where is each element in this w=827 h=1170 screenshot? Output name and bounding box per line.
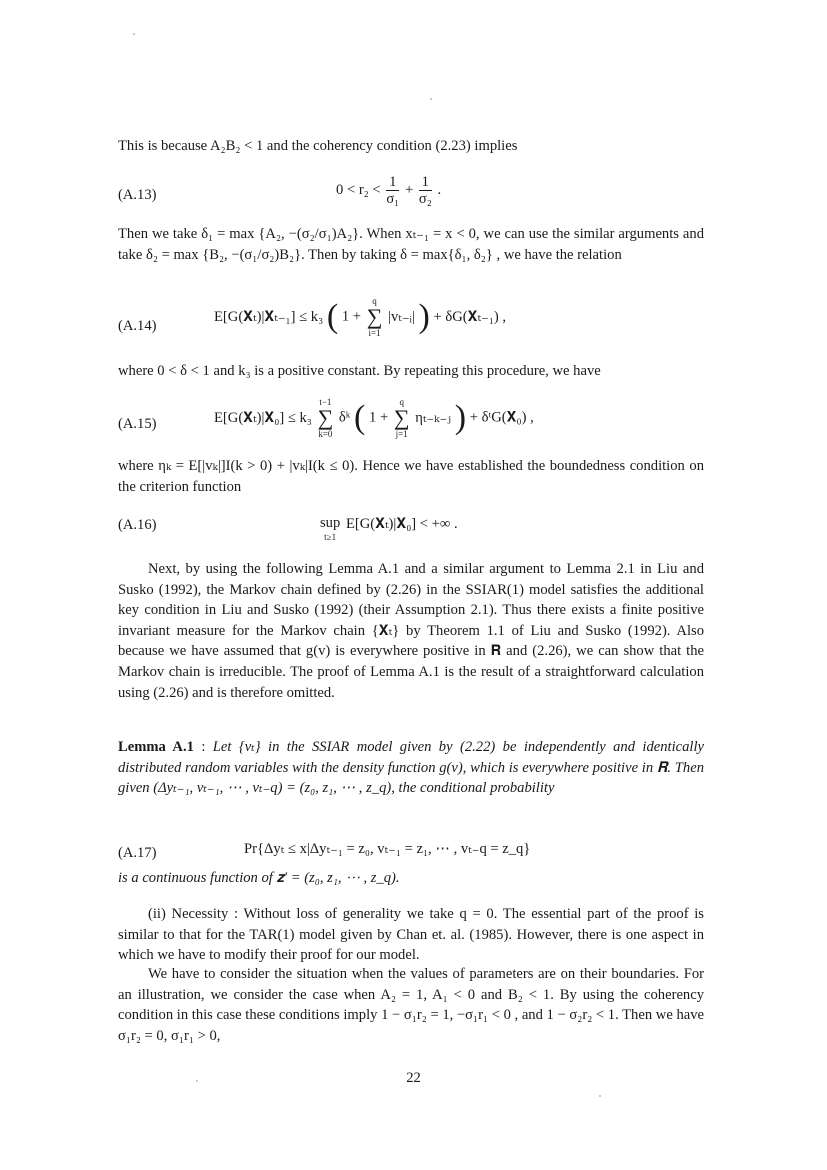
summation — [367, 296, 383, 338]
paragraph: Then we take δ₁ = max {A₂, −(σ₂/σ₁)A₂}. When xₜ₋₁ = x < 0, we can use the similar arguments and take δ₂ = max {B₂, −(σ₁/σ₂)B₂}. Then by taking δ = max{δ₁, δ₂} , we have the relation — [118, 226, 704, 263]
eq-rhs: E[G(𝐗ₜ)|𝐗₀] < +∞ . — [345, 516, 458, 532]
eq-inner: |vₜ₋ᵢ| — [388, 309, 415, 325]
sum-upper: q — [399, 397, 404, 407]
summation — [318, 397, 334, 439]
lemma-title: Lemma A.1 — [118, 739, 194, 755]
sum-lower: j=1 — [395, 429, 408, 439]
numerator: 1 — [386, 174, 399, 191]
sum-upper: t−1 — [319, 397, 332, 407]
paragraph: This is because A₂B₂ < 1 and the coherency condition (2.23) implies — [118, 138, 518, 154]
equation-a14 — [214, 296, 506, 338]
fraction — [419, 174, 432, 207]
paragraph: is a continuous function of 𝐳′ = (z₀, z₁, ⋯ , z_q). — [118, 870, 400, 886]
sigma-symbol: ∑ — [393, 405, 410, 430]
right-paren: ) — [418, 298, 430, 335]
sum-upper: q — [372, 296, 377, 306]
equation-label: (A.16) — [118, 517, 157, 533]
right-paren: ) — [454, 399, 467, 436]
eq-lhs: E[G(𝐗ₜ)|𝐗ₜ₋₁] ≤ k₃ — [214, 309, 324, 325]
eq-plus: + — [404, 182, 414, 198]
scan-speck — [430, 98, 432, 100]
equation-a17: Pr{Δyₜ ≤ x|Δyₜ₋₁ = z₀, vₜ₋₁ = z₁, ⋯ , vₜ₋q = z_q} — [244, 841, 531, 857]
eq-inner: 1 + — [341, 308, 362, 325]
equation-label: (A.14) — [118, 318, 157, 334]
sum-lower: k=0 — [318, 429, 333, 439]
sigma-symbol: ∑ — [317, 405, 334, 430]
equation-a15 — [214, 397, 534, 439]
paragraph: where ηₖ = E[|vₖ|]I(k > 0) + |vₖ|I(k ≤ 0). Hence we have established the boundedness condition on the criterion function — [118, 458, 704, 495]
sup-operator: sup — [320, 515, 341, 531]
lemma-text: Let {vₜ} in the SSIAR model given by (2.22) be independently and identically distributed random variables with the density function g(v), which is everywhere positive in 𝐑. Then given (Δyₜ₋₁, vₜ₋₁, ⋯ , vₜ₋q) = (z₀, z₁, ⋯ , z_q), the conditional probability — [118, 739, 704, 797]
supremum — [320, 514, 340, 542]
equation-label: (A.13) — [118, 187, 157, 203]
lemma-colon: : — [193, 739, 213, 755]
eq-end: . — [437, 182, 442, 198]
sum-lower: i=1 — [368, 328, 381, 338]
page-number: 22 — [406, 1070, 421, 1086]
sigma-symbol: ∑ — [366, 304, 383, 329]
equation-a16 — [318, 514, 458, 542]
eq-lhs: 0 < r₂ < — [336, 182, 381, 198]
fraction — [386, 174, 399, 207]
scan-speck — [599, 1095, 601, 1097]
eq-lhs: E[G(𝐗ₜ)|𝐗₀] ≤ k₃ — [214, 410, 312, 426]
sup-subscript: t≥1 — [324, 532, 337, 542]
summation — [394, 397, 410, 439]
lemma-a1 — [118, 737, 704, 799]
paragraph: where 0 < δ < 1 and k₃ is a positive constant. By repeating this procedure, we have — [118, 363, 601, 379]
eq-term: δᵏ — [338, 409, 351, 426]
left-paren: ( — [326, 298, 339, 335]
paragraph: We have to consider the situation when the values of parameters are on their boundaries. For an illustration, we consider the case when A₂ = 1, A₁ < 0 and B₂ < 1. By using the coherency condition in this case these conditions imply 1 − σ₁r₂ = 1, −σ₁r₁ < 0 , and 1 − σ₂r₂ < 1. Then we have σ₁r₂ = 0, σ₁r₁ > 0, — [118, 966, 704, 1044]
eq-rhs: + δᵗG(𝐗₀) , — [469, 409, 534, 426]
equation-label: (A.17) — [118, 845, 157, 861]
eq-inner: ηₜ₋ₖ₋ⱼ — [415, 410, 452, 426]
paragraph: (ii) Necessity : Without loss of generality we take q = 0. The essential part of the proof is similar to that for the TAR(1) model given by Chan et. al. (1985). However, there is one aspect in which we have to modify their proof for our model. — [118, 906, 704, 964]
equation-label: (A.15) — [118, 416, 157, 432]
equation-a13 — [336, 174, 441, 207]
denominator: σ₂ — [418, 191, 432, 207]
left-paren: ( — [354, 399, 366, 436]
eq-rhs: + δG(𝐗ₜ₋₁) , — [433, 309, 507, 325]
paragraph: Next, by using the following Lemma A.1 and a similar argument to Lemma 2.1 in Liu and Susko (1992), the Markov chain defined by (2.26) in the SSIAR(1) model satisfies the additional key condition in Liu and Susko (1992) (their Assumption 2.1). Thus there exists a finite positive invariant measure for the Markov chain {𝐗ₜ} by Theorem 1.1 of Liu and Susko (1992). Also because we have assumed that g(v) is everywhere positive in 𝐑 and (2.26), we can show that the Markov chain is irreducible. The proof of Lemma A.1 is the result of a straightforward calculation using (2.26) and is therefore omitted. — [118, 561, 704, 701]
scan-speck — [133, 33, 135, 35]
denominator: σ₁ — [386, 191, 400, 207]
numerator: 1 — [419, 174, 432, 191]
eq-inner: 1 + — [369, 409, 389, 426]
